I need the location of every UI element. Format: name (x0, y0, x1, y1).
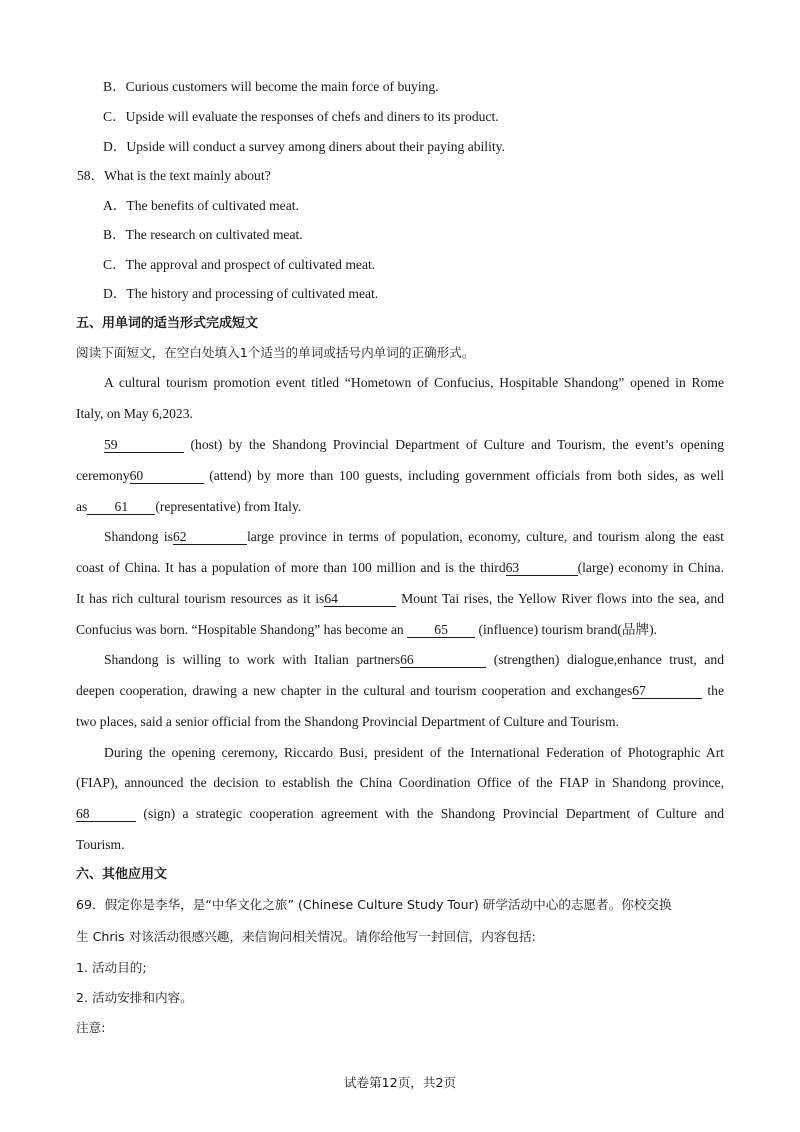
p2-line2-before: ceremony (76, 468, 130, 483)
p2-line1-text: (host) by the Shandong Provincial Department of Culture and Tourism, the event’s opening (184, 437, 724, 452)
p3-line1-before: Shandong is (104, 529, 173, 544)
p4-line2-after: the (702, 683, 724, 698)
p3-line1 (104, 528, 724, 546)
q58-question: 58．What is the text mainly about? (77, 168, 271, 183)
section6-heading: 六、其他应用文 (76, 867, 168, 882)
blank-65: 65 (407, 622, 475, 638)
p5-line4: Tourism. (76, 837, 125, 852)
p4-line1-after: (strengthen) dialogue,enhance trust, and (486, 652, 724, 667)
q57-option-d: D．Upside will conduct a survey among diners about their paying ability. (103, 139, 505, 154)
q58-option-c: C．The approval and prospect of cultivated meat. (103, 257, 376, 272)
p2-line3-before: as (76, 499, 88, 514)
p3-line2-after: (large) economy in China. (577, 560, 724, 575)
p3-line3-before: It has rich cultural tourism resources as it is (76, 591, 325, 606)
blank-66: 66 (400, 652, 486, 668)
p3-line4-after: (influence) tourism brand(品牌). (475, 622, 658, 637)
q69-item1: 1. 活动目的; (76, 960, 147, 975)
q57-option-c: C．Upside will evaluate the responses of chefs and diners to its product. (103, 109, 499, 124)
p5-line3 (76, 805, 724, 823)
p3-line4 (76, 621, 657, 639)
p4-line3: two places, said a senior official from the Shandong Provincial Department of Culture and Tourism. (76, 714, 619, 729)
q69-note: 注意: (76, 1020, 106, 1035)
p4-line1 (104, 651, 724, 669)
q69-item2: 2. 活动安排和内容。 (76, 990, 193, 1005)
p2-line2 (76, 467, 724, 485)
blank-63: 63 (506, 560, 578, 576)
p3-line2-before: coast of China. It has a population of more than 100 million and is the third (76, 560, 506, 575)
section5-heading: 五、用单词的适当形式完成短文 (76, 316, 259, 331)
p5-line3-after: (sign) a strategic cooperation agreement with the Shandong Provincial Department of Culture and (136, 806, 724, 821)
p4-line2 (76, 682, 724, 700)
p4-line2-before: deepen cooperation, drawing a new chapter in the cultural and tourism cooperation and exchanges (76, 683, 633, 698)
q57-option-b: B．Curious customers will become the main force of buying. (103, 79, 439, 94)
blank-62: 62 (173, 529, 247, 545)
q58-option-b: B．The research on cultivated meat. (103, 227, 303, 242)
p4-line1-before: Shandong is willing to work with Italian partners (104, 652, 401, 667)
p5-line1: During the opening ceremony, Riccardo Busi, president of the International Federation of Photographic Art (104, 745, 724, 760)
p2-line3-after: (representative) from Italy. (155, 499, 302, 514)
q69-line2: 生 Chris 对该活动很感兴趣，来信询问相关情况。请你给他写一封回信，内容包括: (76, 929, 536, 944)
p3-line2 (76, 559, 724, 577)
p2-line2-after: (attend) by more than 100 guests, including government officials from both sides, as well (203, 468, 724, 483)
p3-line3 (76, 590, 724, 608)
p2-line3 (76, 498, 301, 516)
p1-line1: A cultural tourism promotion event titled “Hometown of Confucius, Hospitable Shandong” opened in Rome (104, 375, 724, 390)
blank-64: 64 (324, 591, 396, 607)
page-footer: 试卷第12页，共2页 (343, 1075, 457, 1090)
blank-68: 68 (76, 806, 136, 822)
blank-67: 67 (632, 683, 702, 699)
p5-line2: (FIAP), announced the decision to establish the China Coordination Office of the FIAP in Shandong province, (76, 775, 724, 790)
q58-option-a: A．The benefits of cultivated meat. (103, 198, 299, 213)
p3-line1-after: large province in terms of population, economy, culture, and tourism along the east (246, 529, 724, 544)
q69-line1: 69．假定你是李华，是“中华文化之旅” (Chinese Culture Study Tour) 研学活动中心的志愿者。你校交换 (76, 897, 672, 912)
q58-option-d: D．The history and processing of cultivated meat. (103, 286, 379, 301)
p2-line1 (104, 436, 724, 454)
p3-line4-before: Confucius was born. “Hospitable Shandong” has become an (76, 622, 408, 637)
section5-instruction: 阅读下面短文，在空白处填入1个适当的单词或括号内单词的正确形式。 (76, 345, 475, 360)
blank-60: 60 (130, 468, 204, 484)
blank-61: 61 (87, 499, 155, 515)
blank-59: 59 (104, 437, 184, 453)
p3-line3-after: Mount Tai rises, the Yellow River flows into the sea, and (396, 591, 724, 606)
p1-line2: Italy, on May 6,2023. (76, 406, 193, 421)
